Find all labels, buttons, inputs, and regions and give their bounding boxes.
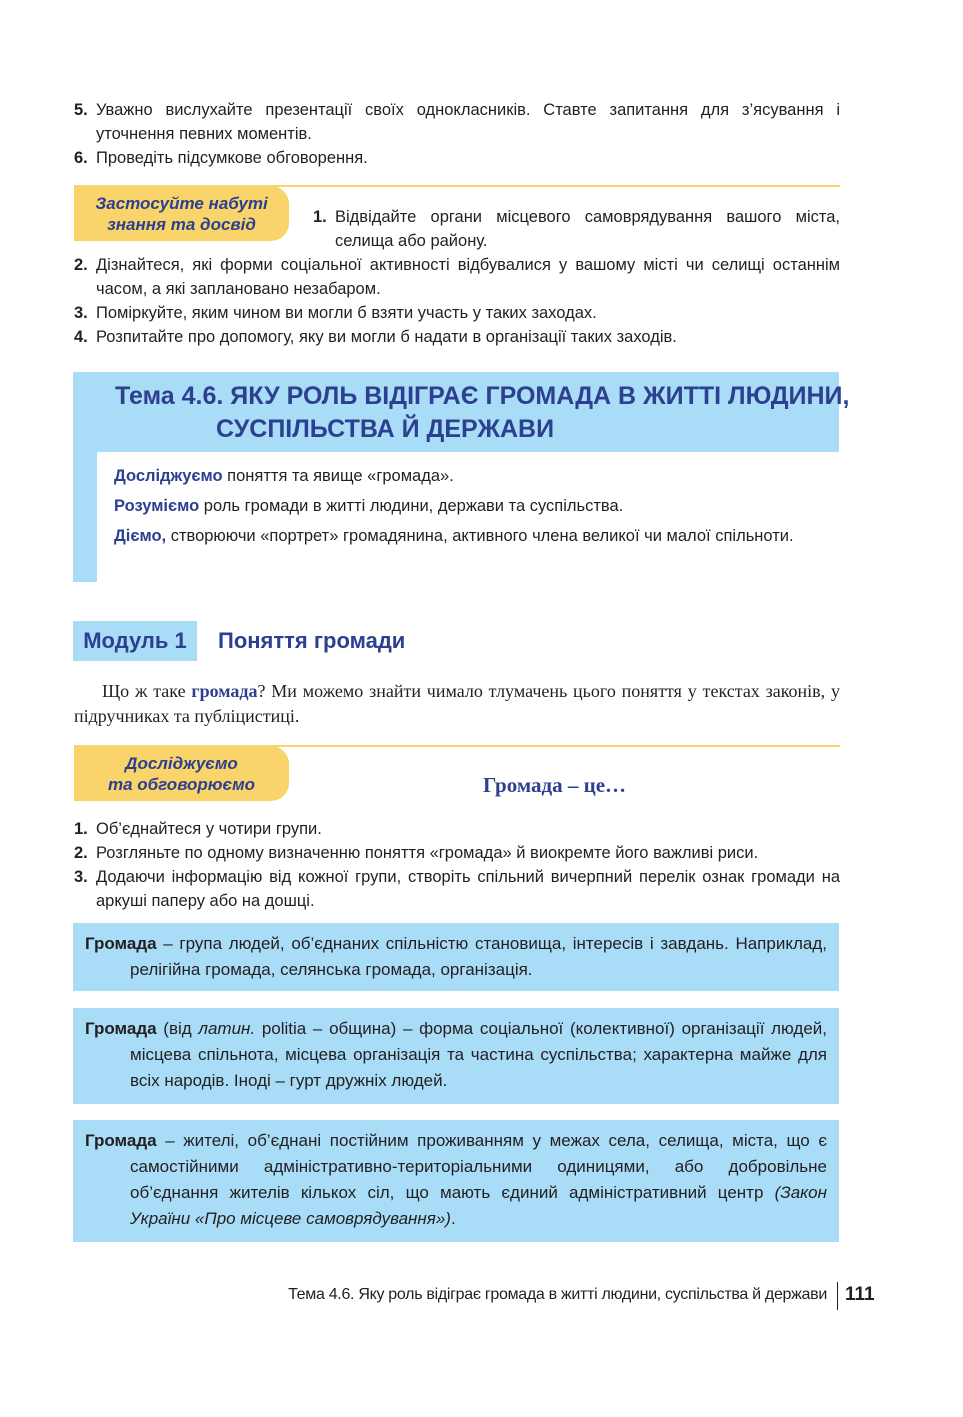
item-number: 6. <box>74 149 88 167</box>
intro-text: ? Ми можемо знайти чимало тлумачень цього поняття у текстах законів, у підручниках та публіцистиці. <box>74 681 840 726</box>
intro-text: Що ж таке <box>102 681 192 701</box>
badge-line: та обговорюємо <box>107 774 256 794</box>
discuss-heading: Громада – це… <box>483 773 627 797</box>
footer-divider <box>837 1282 838 1310</box>
item-text: Дізнайтеся, які форми соціальної активності відбувалися у вашому місті чи селищі останнім часом, а які заплановано незабаром. <box>96 256 840 298</box>
item-number: 3. <box>74 868 88 886</box>
definition-italic: латин. <box>198 1019 256 1038</box>
apply-first-item <box>313 205 840 253</box>
topic-header <box>73 372 850 452</box>
goal-item <box>114 524 840 548</box>
list-item <box>74 865 840 913</box>
definition-body: . <box>450 1209 456 1228</box>
goal-keyword: Досліджуємо <box>114 467 223 485</box>
item-text: Уважно вислухайте презентації своїх однокласників. Ставте запитання для з’ясування і уточнення певних моментів. <box>96 101 840 143</box>
definition-body: politia – община) – форма соціальної (колективної) організації людей, місцева спільнота, місцева організація та частина суспільства; характерна майже для всіх народів. Іноді – гурт дружніх людей. <box>130 1019 827 1090</box>
item-number: 5. <box>74 101 88 119</box>
definition-body: (від <box>156 1019 199 1038</box>
topic-title-line2: СУСПІЛЬСТВА Й ДЕРЖАВИ <box>216 415 555 443</box>
goal-keyword: Розуміємо <box>114 497 200 515</box>
item-number: 2. <box>74 256 88 274</box>
module-tag: Модуль 1 <box>73 621 197 661</box>
definition-term: Громада <box>85 934 157 953</box>
apply-knowledge-badge <box>74 186 289 241</box>
definition-term: Громада <box>85 1019 157 1038</box>
list-item <box>74 301 840 325</box>
top-task-list <box>74 98 840 170</box>
definition-box <box>73 923 839 991</box>
item-text: Поміркуйте, яким чином ви могли б взяти участь у таких заходах. <box>96 304 597 322</box>
definition-text <box>85 1016 827 1094</box>
goal-text: роль громади в житті людини, держави та суспільства. <box>199 497 624 515</box>
item-text: Об’єднайтеся у чотири групи. <box>96 820 322 838</box>
definition-text <box>85 931 827 983</box>
topic-prefix: Тема 4.6. <box>115 382 224 410</box>
topic-title-line1: ЯКУ РОЛЬ ВІДІГРАЄ ГРОМАДА В ЖИТТІ ЛЮДИНИ, <box>230 382 850 410</box>
apply-task-list <box>74 253 840 349</box>
topic-goals <box>114 464 840 548</box>
definition-text <box>85 1128 827 1232</box>
list-item <box>313 205 840 253</box>
badge-line: знання та досвід <box>107 214 256 234</box>
list-item <box>74 98 840 146</box>
module-title: Поняття громади <box>218 628 406 653</box>
list-item <box>74 146 840 170</box>
goal-text: створюючи «портрет» громадянина, активного члена великої чи малої спільноти. <box>166 527 794 545</box>
list-item <box>74 817 840 841</box>
definition-box <box>73 1120 839 1242</box>
item-number: 4. <box>74 328 88 346</box>
list-item <box>74 325 840 349</box>
item-text: Проведіть підсумкове обговорення. <box>96 149 368 167</box>
discuss-badge <box>74 746 289 801</box>
definition-source: (Закон України «Про місцеве самоврядування») <box>130 1183 827 1228</box>
item-text: Відвідайте органи місцевого самоврядування вашого міста, селища або району. <box>335 208 840 250</box>
goal-item <box>114 464 840 488</box>
badge-line: Досліджуємо <box>125 753 238 773</box>
item-number: 3. <box>74 304 88 322</box>
discuss-task-list <box>74 817 840 913</box>
item-number: 1. <box>74 820 88 838</box>
item-number: 1. <box>313 208 327 226</box>
definition-box <box>73 1008 839 1104</box>
list-item <box>74 841 840 865</box>
running-footer: Тема 4.6. Яку роль відіграє громада в житті людини, суспільства й держави <box>288 1286 827 1303</box>
badge-line: Застосуйте набуті <box>95 193 268 213</box>
intro-bold: громада <box>191 681 258 701</box>
intro-paragraph <box>74 679 840 729</box>
definition-term: Громада <box>85 1131 157 1150</box>
goal-keyword: Діємо, <box>114 527 167 545</box>
item-number: 2. <box>74 844 88 862</box>
goal-text: поняття та явище «громада». <box>222 467 454 485</box>
list-item <box>74 253 840 301</box>
definition-body: – група людей, об’єднаних спільністю становища, інтересів і завдань. Наприклад, релігійна громада, селянська громада, організація. <box>130 934 827 979</box>
goal-item <box>114 494 840 518</box>
item-text: Додаючи інформацію від кожної групи, створіть спільний вичерпний перелік ознак громади на аркуші паперу або на дошці. <box>96 868 840 910</box>
topic-title <box>115 380 849 413</box>
item-text: Розгляньте по одному визначенню поняття «громада» й виокремте його важливі риси. <box>96 844 759 862</box>
item-text: Розпитайте про допомогу, яку ви могли б надати в організації таких заходів. <box>96 328 677 346</box>
topic-side-bar <box>73 452 97 582</box>
page-number: 111 <box>845 1284 875 1305</box>
definition-body: – жителі, об’єднані постійним проживанням у межах села, селища, міста, що є самостійними адміністративно-територіальними одиницями, або добровільне об’єднання жителів кількох сіл, що мають єдиний адміністративний центр <box>130 1131 827 1202</box>
